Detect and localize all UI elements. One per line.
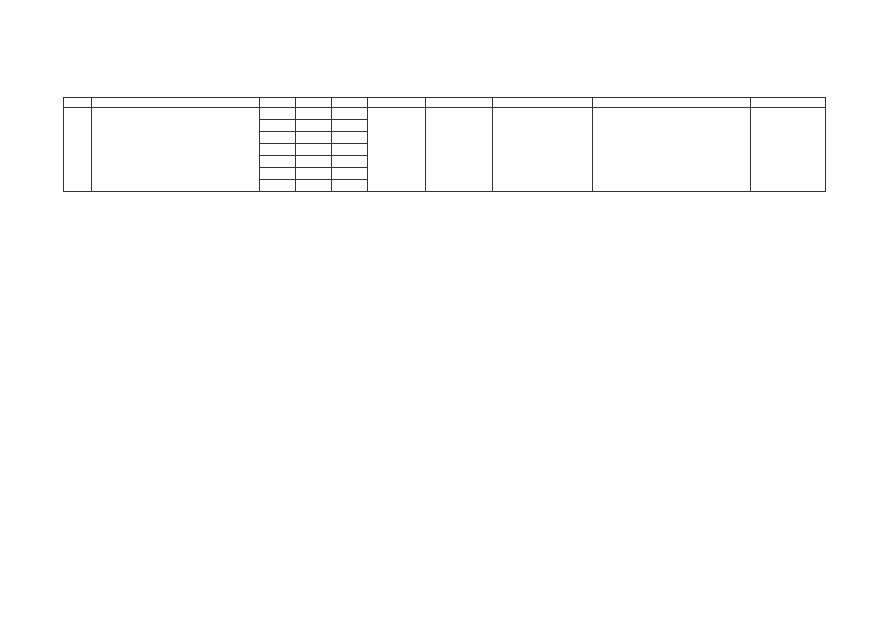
measure-name-cell (92, 108, 260, 192)
col15-cell (332, 144, 368, 156)
column-header (593, 98, 751, 108)
col13-cell (260, 156, 296, 168)
col17-cell (426, 108, 493, 192)
col15-cell (332, 156, 368, 168)
col13-cell (260, 132, 296, 144)
col13-cell (260, 144, 296, 156)
table-header-row (64, 98, 826, 108)
col15-cell (332, 168, 368, 180)
col15-cell (332, 180, 368, 192)
col14-cell (296, 156, 332, 168)
column-header (64, 98, 92, 108)
col20-cell (751, 108, 826, 192)
col15-cell (332, 132, 368, 144)
col13-cell (260, 168, 296, 180)
col14-cell (296, 132, 332, 144)
col13-cell (260, 120, 296, 132)
col19-cell (593, 108, 751, 192)
column-header (368, 98, 426, 108)
table-row (64, 108, 826, 120)
col13-cell (260, 108, 296, 120)
row-number-cell (64, 108, 92, 192)
col14-cell (296, 168, 332, 180)
col14-cell (296, 180, 332, 192)
col13-cell (260, 180, 296, 192)
col15-cell (332, 120, 368, 132)
column-header (92, 98, 260, 108)
column-header (493, 98, 593, 108)
col15-cell (332, 108, 368, 120)
col14-cell (296, 120, 332, 132)
column-header (260, 98, 296, 108)
column-header (332, 98, 368, 108)
period-cell (368, 108, 426, 192)
column-header (751, 98, 826, 108)
indicator-table (63, 97, 826, 192)
column-header (296, 98, 332, 108)
col14-cell (296, 108, 332, 120)
col14-cell (296, 144, 332, 156)
col18-cell (493, 108, 593, 192)
column-header (426, 98, 493, 108)
